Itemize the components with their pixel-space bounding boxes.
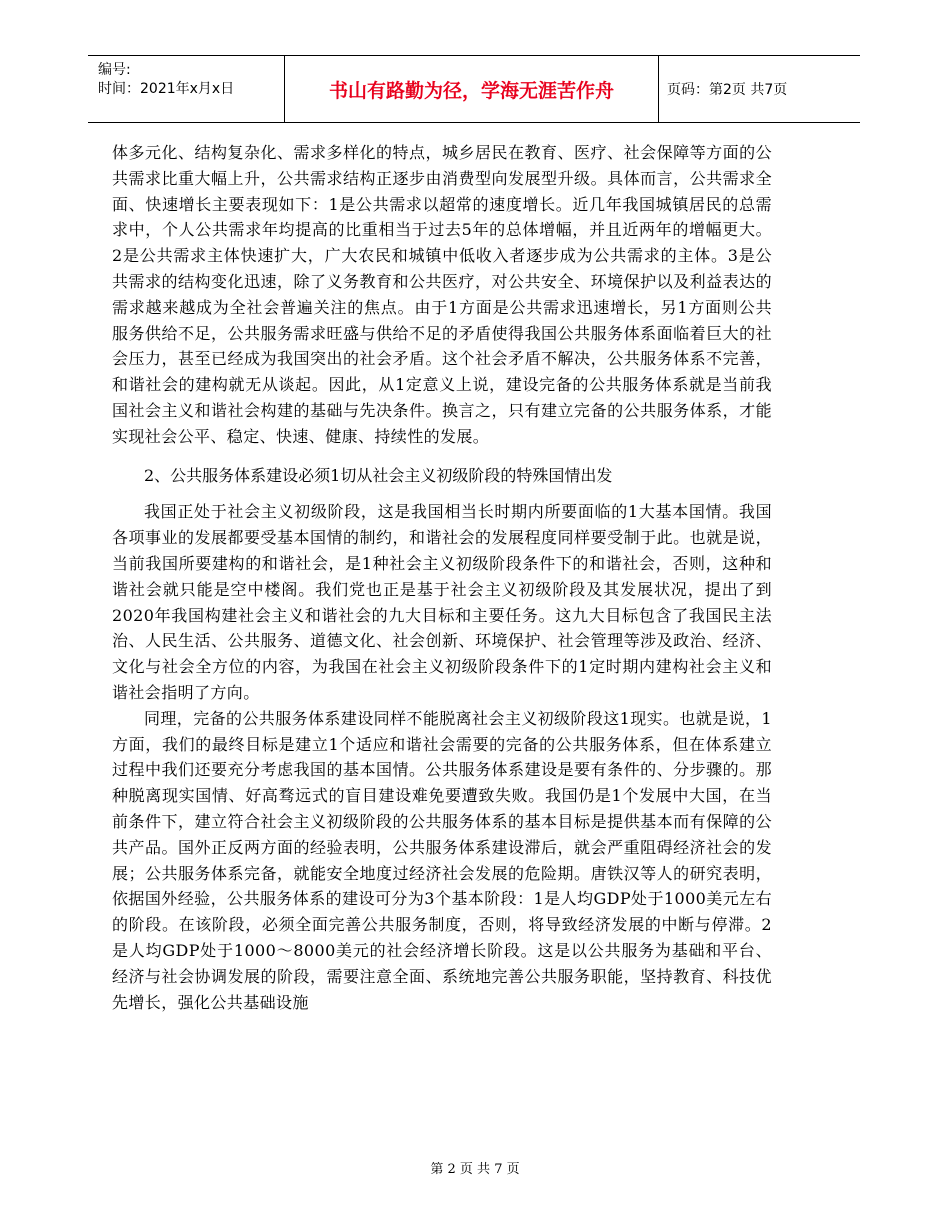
section-heading: 2、公共服务体系建设必须1切从社会主义初级阶段的特殊国情出发	[144, 465, 613, 485]
header-meta	[88, 56, 284, 122]
header-motto: 书山有路勤为径，学海无涯苦作舟	[284, 56, 659, 122]
page-header	[88, 55, 860, 123]
header-page-info: 页码：第2页 共7页	[667, 82, 788, 98]
body-paragraph: 体多元化、结构复杂化、需求多样化的特点，城乡居民在教育、医疗、社会保障等方面的公共需求比重大幅上升，公共需求结构正逐步由消费型向发展型升级。具体而言，公共需求全面、快速增长主要表现如下：1是公共需求以超常的速度增长。近几年我国城镇居民的总需求中，个人公共需求年均提高的比重相当于过去5年的总体增幅，并且近两年的增幅更大。2是公共需求主体快速扩大，广大农民和城镇中低收入者逐步成为公共需求的主体。3是公共需求的结构变化迅速，除了义务教育和公共医疗，对公共安全、环境保护以及利益表达的需求越来越成为全社会普遍关注的焦点。由于1方面是公共需求迅速增长，另1方面则公共服务供给不足，公共服务需求旺盛与供给不足的矛盾使得我国公共服务体系面临着巨大的社会压力，甚至已经成为我国突出的社会矛盾。这个社会矛盾不解决，公共服务体系不完善，和谐社会的建构就无从谈起。因此，从1定意义上说，建设完备的公共服务体系就是当前我国社会主义和谐社会构建的基础与先决条件。换言之，只有建立完备的公共服务体系，才能实现社会公平、稳定、快速、健康、持续性的发展。	[112, 143, 772, 446]
body-paragraph: 我国正处于社会主义初级阶段，这是我国相当长时期内所要面临的1大基本国情。我国各项事业的发展都要受基本国情的制约，和谐社会的发展程度同样要受制于此。也就是说，当前我国所要建构的和谐社会，是1种社会主义初级阶段条件下的和谐社会，否则，这种和谐社会就只能是空中楼阁。我们党也正是基于社会主义初级阶段及其发展状况，提出了到2020年我国构建社会主义和谐社会的九大目标和主要任务。这九大目标包含了我国民主法治、人民生活、公共服务、道德文化、社会创新、环境保护、社会管理等涉及政治、经济、文化与社会全方位的内容，为我国在社会主义初级阶段条件下的1定时期内建构社会主义和谐社会指明了方向。	[112, 502, 772, 702]
body-paragraph: 同理，完备的公共服务体系建设同样不能脱离社会主义初级阶段这1现实。也就是说，1方面，我们的最终目标是建立1个适应和谐社会需要的完备的公共服务体系，但在体系建立过程中我们还要充分考虑我国的基本国情。公共服务体系建设是要有条件的、分步骤的。那种脱离现实国情、好高骛远式的盲目建设难免要遭致失败。我国仍是1个发展中大国，在当前条件下，建立符合社会主义初级阶段的公共服务体系的基本目标是提供基本而有保障的公共产品。国外正反两方面的经验表明，公共服务体系建设滞后，就会严重阻碍经济社会的发展；公共服务体系完备，就能安全地度过经济社会发展的危险期。唐铁汉等人的研究表明，依据国外经验，公共服务体系的建设可分为3个基本阶段：1是人均GDP处于1000美元左右的阶段。在该阶段，必须全面完善公共服务制度，否则，将导致经济发展的中断与停滞。2是人均GDP处于1000～8000美元的社会经济增长阶段。这是以公共服务为基础和平台、经济与社会协调发展的阶段，需要注意全面、系统地完善公共服务职能，坚持教育、科技优先增长，强化公共基础设施	[112, 708, 772, 1012]
page-footer: 第 2 页 共 7 页	[430, 1162, 520, 1177]
document-number-label: 编号:	[98, 62, 131, 78]
document-time-label: 时间：2021年x月x日	[98, 81, 235, 97]
document-body	[112, 140, 772, 1015]
